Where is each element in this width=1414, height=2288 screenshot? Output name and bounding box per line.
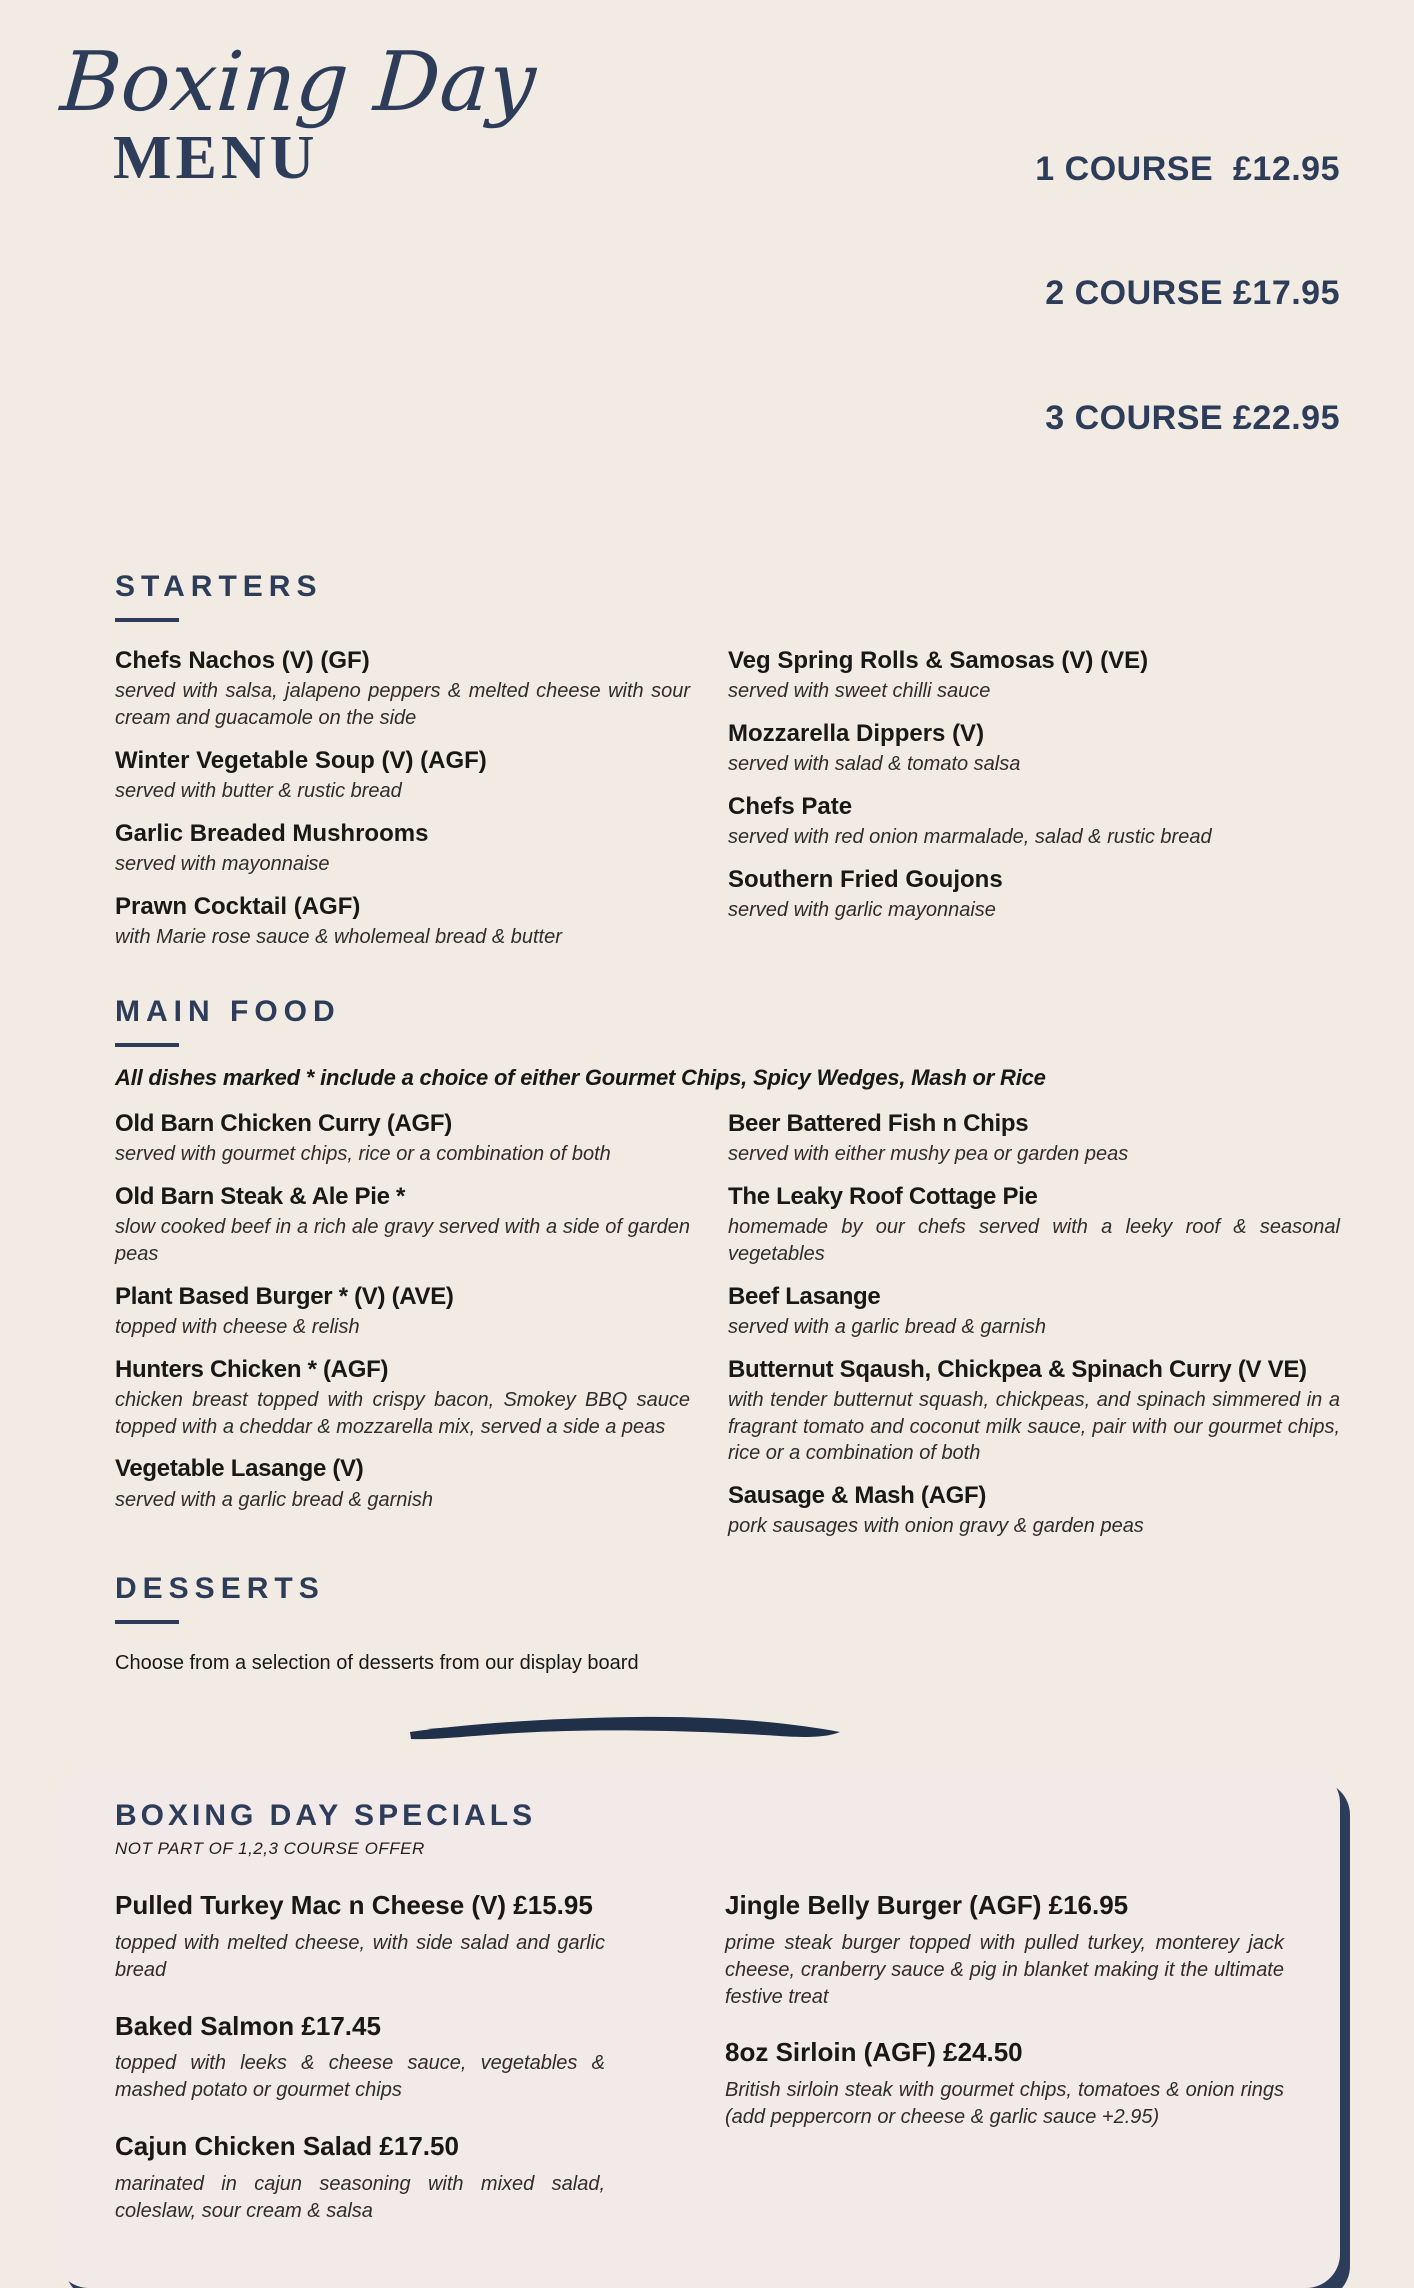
starters-column-left bbox=[115, 632, 690, 951]
specials-subheading: NOT PART OF 1,2,3 COURSE OFFER bbox=[115, 1839, 425, 1859]
item-name: Garlic Breaded Mushrooms bbox=[115, 819, 429, 847]
item-name: Cajun Chicken Salad £17.50 bbox=[115, 2130, 459, 2161]
brush-stroke-divider bbox=[407, 1709, 1340, 1745]
item-name: Vegetable Lasange (V) bbox=[115, 1455, 364, 1483]
menu-item bbox=[115, 818, 690, 878]
item-name: Prawn Cocktail (AGF) bbox=[115, 892, 361, 920]
item-name: Old Barn Steak & Ale Pie * bbox=[115, 1182, 406, 1210]
item-description: chicken breast topped with crispy bacon, Smokey BBQ sauce topped with a cheddar & mozzarella mix, served a side a peas bbox=[115, 1388, 690, 1438]
main-food-columns bbox=[115, 1095, 1340, 1540]
item-description: served with gourmet chips, rice or a combination of both bbox=[115, 1143, 611, 1166]
item-description: served with sweet chilli sauce bbox=[728, 680, 991, 703]
menu-item bbox=[115, 1181, 690, 1268]
specials-column-left bbox=[115, 1863, 605, 2224]
item-description: slow cooked beef in a rich ale gravy served with a side of garden peas bbox=[115, 1216, 690, 1265]
item-description: topped with leeks & cheese sauce, vegetables & mashed potato or gourmet chips bbox=[115, 2052, 605, 2102]
item-name: Hunters Chicken * (AGF) bbox=[115, 1355, 389, 1383]
item-description: served with either mushy pea or garden peas bbox=[728, 1143, 1129, 1166]
course-price-line: 3 COURSE £22.95 bbox=[1045, 398, 1340, 437]
item-description: topped with cheese & relish bbox=[115, 1315, 360, 1338]
item-description: served with mayonnaise bbox=[115, 853, 330, 876]
item-name: Sausage & Mash (AGF) bbox=[728, 1482, 987, 1510]
menu-item bbox=[115, 1354, 690, 1441]
main-food-column-left bbox=[115, 1095, 690, 1540]
menu-item bbox=[725, 1889, 1284, 2010]
heading-underline bbox=[115, 1620, 179, 1624]
item-description: served with red onion marmalade, salad & rustic bread bbox=[728, 826, 1212, 849]
course-price-list bbox=[1035, 66, 1340, 522]
menu-item bbox=[728, 1281, 1340, 1341]
item-name: Jingle Belly Burger (AGF) £16.95 bbox=[725, 1890, 1129, 1921]
menu-item bbox=[115, 645, 690, 732]
menu-header bbox=[55, 35, 1340, 522]
main-food-note: All dishes marked * include a choice of either Gourmet Chips, Spicy Wedges, Mash or Rice bbox=[115, 1064, 1046, 1090]
item-description: served with salsa, jalapeno peppers & melted cheese with sour cream and guacamole on the side bbox=[115, 680, 690, 730]
menu-item bbox=[115, 1453, 690, 1513]
starters-heading: STARTERS bbox=[115, 570, 323, 604]
heading-underline bbox=[115, 1043, 179, 1047]
menu-item bbox=[728, 1480, 1340, 1540]
item-description: prime steak burger topped with pulled turkey, monterey jack cheese, cranberry sauce & pig in blanket making it the ultimate festive treat bbox=[725, 1932, 1284, 2008]
menu-item bbox=[728, 791, 1340, 851]
item-name: Butternut Sqaush, Chickpea & Spinach Curry (V VE) bbox=[728, 1355, 1307, 1383]
course-price-line: 2 COURSE £17.95 bbox=[1045, 274, 1340, 313]
specials-columns bbox=[115, 1863, 1284, 2224]
item-name: Mozzarella Dippers (V) bbox=[728, 720, 985, 748]
specials-heading: BOXING DAY SPECIALS bbox=[115, 1799, 537, 1833]
script-title: Boxing Day bbox=[57, 35, 539, 130]
menu-item bbox=[115, 745, 690, 805]
starters-columns bbox=[115, 632, 1340, 951]
item-name: The Leaky Roof Cottage Pie bbox=[728, 1182, 1038, 1210]
boxing-day-specials-card bbox=[55, 1769, 1340, 2288]
starters-section bbox=[115, 572, 1340, 951]
menu-item bbox=[728, 1354, 1340, 1468]
item-description: served with a garlic bread & garnish bbox=[115, 1488, 433, 1511]
menu-item bbox=[115, 1281, 690, 1341]
item-description: British sirloin steak with gourmet chips, tomatoes & onion rings (add peppercorn or cheese & garlic sauce +2.95) bbox=[725, 2079, 1284, 2128]
specials-column-right bbox=[725, 1863, 1284, 2224]
item-name: Veg Spring Rolls & Samosas (V) (VE) bbox=[728, 647, 1149, 675]
desserts-heading: DESSERTS bbox=[115, 1572, 325, 1606]
item-name: Chefs Nachos (V) (GF) bbox=[115, 647, 370, 675]
item-name: Plant Based Burger * (V) (AVE) bbox=[115, 1282, 454, 1310]
item-description: marinated in cajun seasoning with mixed salad, coleslaw, sour cream & salsa bbox=[115, 2172, 605, 2222]
item-description: served with salad & tomato salsa bbox=[728, 753, 1021, 776]
item-name: Chefs Pate bbox=[728, 793, 853, 821]
menu-item bbox=[728, 718, 1340, 778]
item-description: with tender butternut squash, chickpeas, and spinach simmered in a fragrant tomato and coconut milk sauce, pair with our gourmet chips, rice or a combination of both bbox=[728, 1388, 1340, 1465]
menu-item bbox=[725, 2036, 1284, 2130]
desserts-text: Choose from a selection of desserts from our display board bbox=[115, 1652, 639, 1675]
menu-item bbox=[728, 1181, 1340, 1268]
item-description: topped with melted cheese, with side salad and garlic bread bbox=[115, 1932, 605, 1981]
item-description: served with garlic mayonnaise bbox=[728, 899, 996, 922]
item-name: Baked Salmon £17.45 bbox=[115, 2010, 381, 2041]
item-name: Old Barn Chicken Curry (AGF) bbox=[115, 1109, 452, 1137]
item-description: pork sausages with onion gravy & garden peas bbox=[728, 1515, 1144, 1538]
item-description: served with butter & rustic bread bbox=[115, 780, 402, 803]
item-description: served with a garlic bread & garnish bbox=[728, 1315, 1046, 1338]
item-name: 8oz Sirloin (AGF) £24.50 bbox=[725, 2037, 1023, 2068]
item-name: Pulled Turkey Mac n Cheese (V) £15.95 bbox=[115, 1890, 593, 1921]
menu-item bbox=[728, 864, 1340, 924]
menu-item bbox=[728, 645, 1340, 705]
item-description: homemade by our chefs served with a leeky roof & seasonal vegetables bbox=[728, 1216, 1340, 1265]
menu-item bbox=[115, 2010, 605, 2104]
course-price-line: 1 COURSE £12.95 bbox=[1035, 149, 1340, 188]
title-block bbox=[55, 35, 539, 193]
heading-underline bbox=[115, 618, 179, 622]
menu-item bbox=[115, 891, 690, 951]
item-description: with Marie rose sauce & wholemeal bread & butter bbox=[115, 926, 562, 949]
menu-item bbox=[115, 1108, 690, 1168]
item-name: Southern Fried Goujons bbox=[728, 866, 1003, 894]
desserts-section bbox=[115, 1574, 1340, 1675]
item-name: Winter Vegetable Soup (V) (AGF) bbox=[115, 746, 487, 774]
starters-column-right bbox=[728, 632, 1340, 951]
menu-item bbox=[115, 2130, 605, 2224]
item-name: Beef Lasange bbox=[728, 1282, 881, 1310]
main-food-column-right bbox=[728, 1095, 1340, 1540]
menu-item bbox=[115, 1889, 605, 1983]
main-food-heading: MAIN FOOD bbox=[115, 994, 341, 1028]
menu-item bbox=[728, 1108, 1340, 1168]
main-food-section bbox=[115, 994, 1340, 1540]
item-name: Beer Battered Fish n Chips bbox=[728, 1109, 1029, 1137]
menu-wordmark: MENU bbox=[113, 124, 319, 193]
